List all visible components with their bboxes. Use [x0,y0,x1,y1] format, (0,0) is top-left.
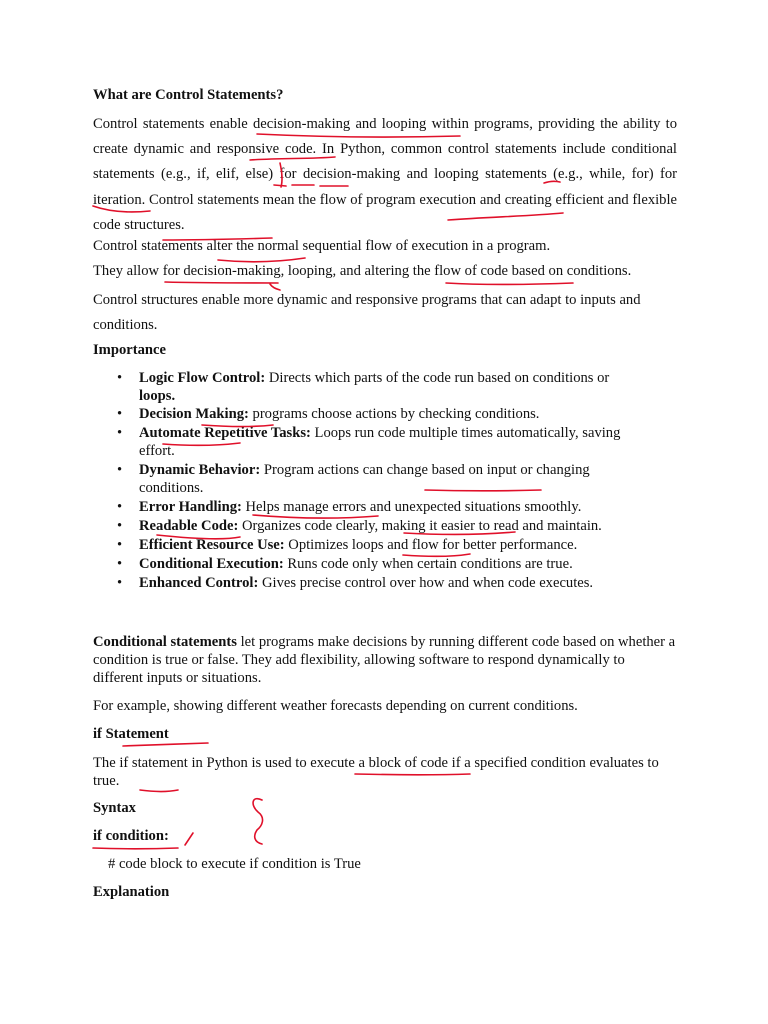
code-comment: # code block to execute if condition is True [108,856,361,872]
bullet-marker: • [117,425,123,442]
list-item-tail: loops. [139,387,176,404]
body-line-1: Control statements alter the normal sequential flow of execution in a program. [93,238,551,254]
importance-list [117,370,657,594]
list-item-text: Helps manage errors and unexpected situations smoothly. [245,499,582,516]
list-item [117,518,657,536]
list-item-term: Error Handling: [139,499,242,516]
bullet-marker: • [117,555,123,572]
annotation-underline [446,283,573,285]
list-item-term: Conditional Execution: [139,555,284,572]
conditional-text: let programs make decisions by running different code based on whether a condition is true or false. They add flexibility, allowing software to respond dynamically to different inputs or situations. [93,634,676,686]
importance-heading: Importance [93,342,166,358]
list-item [117,462,657,497]
list-item [117,370,657,405]
bullet-marker: • [117,406,123,423]
list-item-term: Dynamic Behavior: [139,462,261,479]
bullet-marker: • [117,370,123,386]
bullet-marker: • [117,537,123,554]
conditional-paragraph [93,633,677,687]
list-item-text: Organizes code clearly, making it easier to read and maintain. [241,518,602,535]
bullet-marker: • [117,499,123,516]
annotation-underline [123,743,208,746]
structures-paragraph: Control structures enable more dynamic and responsive programs that can adapt to inputs and conditions. [93,292,641,334]
list-item-term: Logic Flow Control: [139,370,266,386]
list-item-text: Optimizes loops and flow for better performance. [288,537,578,554]
list-item-term: Efficient Resource Use: [139,537,285,554]
annotation-underline [218,258,305,262]
annotation-underline [165,282,278,283]
explanation-heading: Explanation [93,884,170,900]
list-item [117,556,657,574]
bullet-marker: • [117,574,123,591]
list-item [117,425,657,460]
list-item-term: Enhanced Control: [139,574,259,591]
list-item-term: Automate Repetitive Tasks: [139,425,311,442]
bullet-marker: • [117,462,123,479]
annotation-underline [93,848,178,849]
list-item [117,499,657,517]
list-item [117,575,657,593]
list-item-text: Gives precise control over how and when code executes. [262,574,594,591]
list-item-text: Runs code only when certain conditions are true. [287,555,573,572]
list-item-text: programs choose actions by checking conditions. [252,406,540,423]
if-statement-heading: if Statement [93,726,169,742]
intro-paragraph: Control statements enable decision-making and looping within programs, providing the ability to create dynamic and responsive code. In Python, common control statements include conditional statements (e.g., if, elif, else) for decision-making and looping statements (e.g., while, for) for iteration. Control statements mean the flow of program execution and creating efficient and flexible code structures. [93,116,677,233]
conditional-term: Conditional statements [93,634,237,650]
annotation-underline [140,790,178,792]
bullet-marker: • [117,518,123,535]
body-line-2: They allow for decision-making, looping, and altering the flow of code based on conditions. [93,263,632,279]
syntax-heading: Syntax [93,800,136,816]
list-item-text: Loops run code multiple times automatically, saving effort. [139,425,621,459]
list-item-text: Directs which parts of the code run based on conditions or [268,370,610,386]
list-item-term: Decision Making: [139,406,249,423]
list-item-term: Readable Code: [139,518,239,535]
page-title: What are Control Statements? [93,87,284,103]
list-item [117,537,657,555]
syntax-code-line: if condition: [93,828,169,844]
if-statement-paragraph: The if statement in Python is used to execute a block of code if a specified condition evaluates to true. [93,755,659,789]
list-item-text: Program actions can change based on input or changing conditions. [139,462,590,496]
example-paragraph: For example, showing different weather forecasts depending on current conditions. [93,698,578,714]
list-item [117,406,657,424]
